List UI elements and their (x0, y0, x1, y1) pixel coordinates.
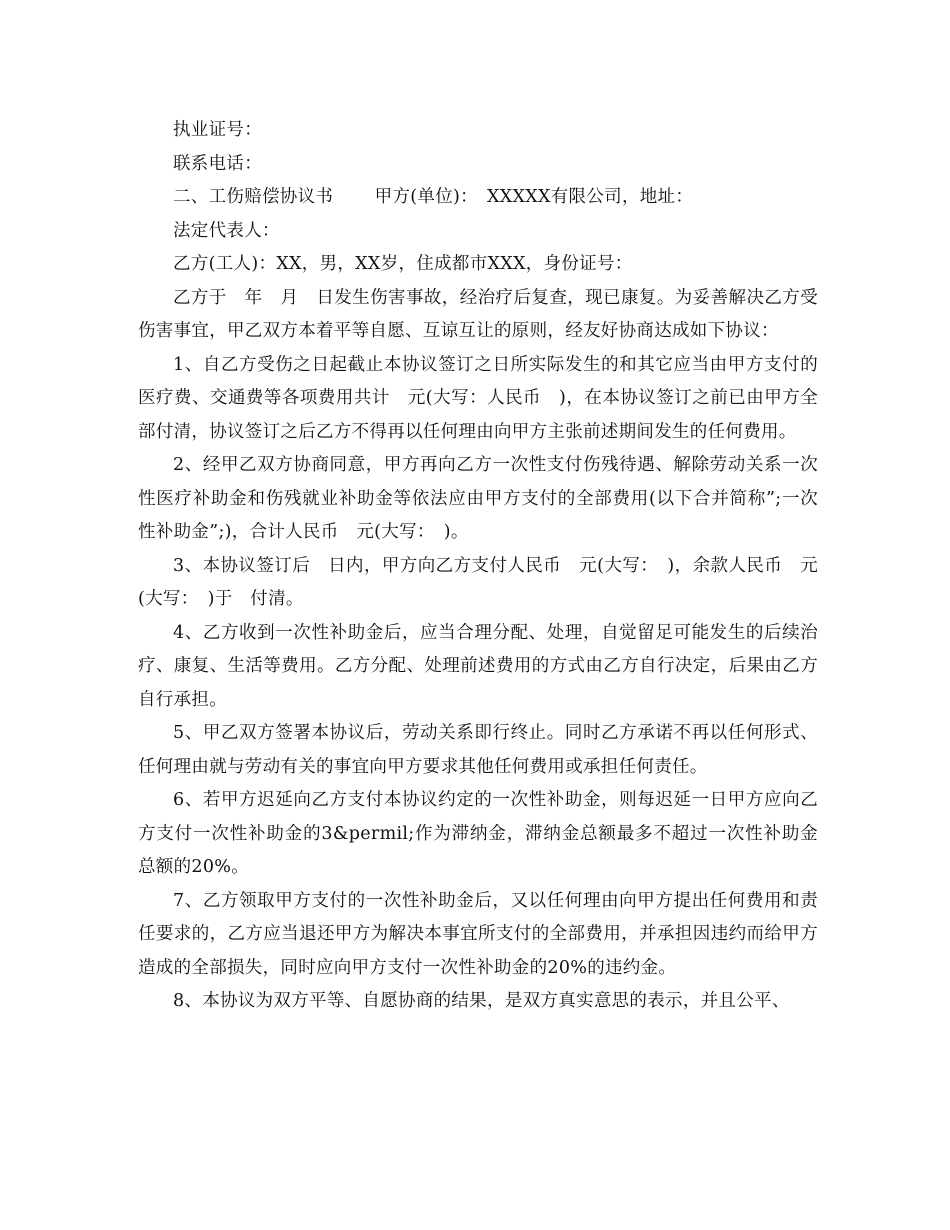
paragraph-contact-phone: 联系电话： (173, 153, 262, 174)
paragraph-preamble: 乙方于 年 月 日发生伤害事故，经治疗后复查，现已康复。为妥善解决乙方受伤害事宜，甲乙双方本着平等自愿、互谅互让的原则，经友好协商达成如下协议： (138, 287, 818, 341)
paragraph-party-b: 乙方(工人)：XX，男，XX岁，住成都市XXX，身份证号： (173, 254, 633, 274)
paragraph-clause-7: 7、乙方领取甲方支付的一次性补助金后，又以任何理由向甲方提出任何费用和责任要求的，乙方应当退还甲方为解决本事宜所支付的全部费用，并承担因违约而给甲方造成的全部损失，同时应向甲方支付一次性补助金的20%的违约金。 (138, 890, 818, 978)
paragraph-clause-3: 3、本协议签订后 日内，甲方向乙方支付人民币 元(大写： )，余款人民币 元(大写： )于 付清。 (138, 555, 818, 609)
paragraph-clause-2: 2、经甲乙双方协商同意，甲方再向乙方一次性支付伤残待遇、解除劳动关系一次性医疗补助金和伤残就业补助金等依法应由甲方支付的全部费用(以下合并简称”;一次性补助金”;)，合计人民币 元(大写： )。 (138, 455, 818, 542)
paragraph-clause-6: 6、若甲方迟延向乙方支付本协议约定的一次性补助金，则每迟延一日甲方应向乙方支付一次性补助金的3&permil;作为滞纳金，滞纳金总额最多不超过一次性补助金总额的20%。 (138, 790, 818, 877)
paragraph-clause-5: 5、甲乙双方签署本协议后，劳动关系即行终止。同时乙方承诺不再以任何形式、任何理由就与劳动有关的事宜向甲方要求其他任何费用或承担任何责任。 (138, 723, 818, 777)
paragraph-clause-4: 4、乙方收到一次性补助金后，应当合理分配、处理，自觉留足可能发生的后续治疗、康复、生活等费用。乙方分配、处理前述费用的方式由乙方自行决定，后果由乙方自行承担。 (138, 622, 818, 710)
paragraph-clause-8: 8、本协议为双方平等、自愿协商的结果，是双方真实意思的表示，并且公平、 (173, 991, 790, 1011)
document-body (138, 114, 818, 1019)
paragraph-license-number: 执业证号： (173, 120, 262, 140)
paragraph-agreement-title-party-a: 二、工伤赔偿协议书 甲方(单位)： XXXXX有限公司，地址： (173, 187, 694, 207)
paragraph-legal-representative: 法定代表人： (173, 220, 280, 241)
paragraph-clause-1: 1、自乙方受伤之日起截止本协议签订之日所实际发生的和其它应当由甲方支付的医疗费、交通费等各项费用共计 元(大写：人民币 )，在本协议签订之前已由甲方全部付清，协议签订之后乙方不得再以任何理由向甲方主张前述期间发生的任何费用。 (138, 354, 818, 442)
